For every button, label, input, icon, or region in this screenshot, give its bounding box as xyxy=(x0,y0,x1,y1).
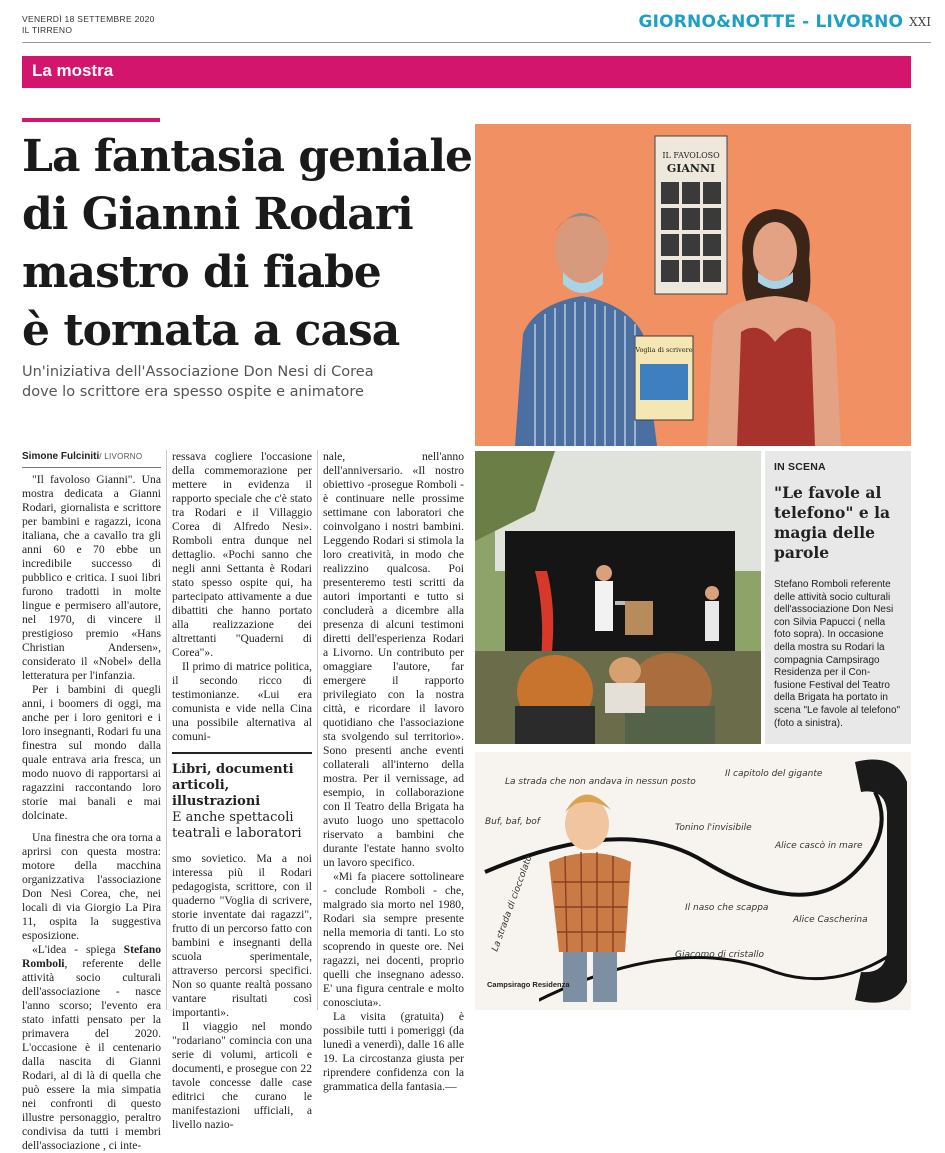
photo-theatre-scene xyxy=(475,451,761,744)
sidebar-text: Stefano Romboli referente delle attività socio culturali dell'associazione Don Nesi con Silvia Papucci ( nella foto sopra). In occasione della mostra su Rodari la compagnia Campsirago Residenza per il Con-fusione Festival del Teatro della Brigata ha portato in scena "Le favole al telefono" (foto a sinistra). xyxy=(774,579,901,729)
masthead-right xyxy=(638,12,931,32)
person-name: Stefano xyxy=(123,943,161,956)
paragraph: La visita (gratuita) è possibile tutti i pomeriggi (da lunedì a venerdì), dalle 16 alle 19. La circostanza giusta per riprendere confidenza con la grammatica della fantasia.— xyxy=(323,1010,464,1093)
side-headline xyxy=(172,752,312,842)
illustration-favole-telefono xyxy=(475,752,911,1010)
newspaper-name: IL TIRRENO xyxy=(22,25,73,35)
masthead-divider xyxy=(22,42,931,43)
paragraph: nale, nell'anno dell'anniversario. «Il nostro obiettivo -prosegue Romboli - è continuare nelle prossime settimane con laboratori che coinvolgano i nostri bambini. Leggendo Rodari si stimola la loro creatività, in modo che realizzino qualcosa. Poi presenteremo testi scritti da autori importanti e tutto si concluderà a dicembre alla presenza di alcuni testimoni diretti dell'esperienza Rodari a Livorno. Un contributo per omaggiare l'autore, far emergere il rapporto privilegiato con la nostra città, e ricordare il lavoro quotidiano che l'associazione sta svolgendo sul territorio». Sono presenti anche eventi collaterali all'interno della mostra. Per il vernissage, ad esempio, in collaborazione con Il Teatro della Brigata ha avuto luogo uno spettacolo riservato a bambini che durante l'estate hanno svolto un lavoro specifico. xyxy=(323,450,464,869)
scribble: Giacomo di cristallo xyxy=(675,950,765,960)
sidebar-title: "Le favole al telefono" e la magia delle parole xyxy=(774,483,891,562)
article-column-1 xyxy=(22,450,161,1153)
headline xyxy=(22,128,473,360)
side-headline-normal: E anche spettacoli teatrali e laboratori xyxy=(172,810,302,841)
illustration-drawing xyxy=(475,752,911,1010)
poster-title-name: GIANNI xyxy=(666,162,716,175)
paragraph: Per i bambini di quegli anni, i boomers di oggi, ma anche per i loro genitori e i loro insegnanti, Rodari fu una finestra sul mondo dalla quale entrava aria fresca, un modo nuovo di rapportarsi ai ragazzini raccontando loro storie mai banali e mai dolcinate. xyxy=(22,683,161,822)
poster-title: IL FAVOLOSO xyxy=(662,151,720,160)
scribble: Tonino l'invisibile xyxy=(675,823,752,833)
paragraph: ressava cogliere l'occasione della commemorazione per mettere in evidenza il rapporto speciale che c'è stato tra Rodari e il Villaggio Corea di Alfredo Nesi». Romboli entra dunque nel dettaglio. «Pochi sanno che negli anni Settanta è Rodari stato spesso ospite qui, ha partecipato attivamente a due dibattiti che hanno portato alla realizzazione dei altrettanti "Quaderni di Corea"». xyxy=(172,450,312,659)
issue-date: VENERDÌ 18 SETTEMBRE 2020 xyxy=(22,14,155,24)
subheadline xyxy=(22,362,472,402)
headline-line: La fantasia geniale xyxy=(22,131,473,182)
subhead-line: dove lo scrittore era spesso ospite e animatore xyxy=(22,384,364,400)
photo-illustration xyxy=(475,451,761,744)
scribble: La strada che non andava in nessun posto xyxy=(505,777,696,787)
scribble: Il naso che scappa xyxy=(685,903,769,913)
photo-credit: Campsirago Residenza xyxy=(487,980,570,989)
headline-line: di Gianni Rodari xyxy=(22,189,413,240)
book-title: Voglia di scrivere xyxy=(635,346,693,354)
scribble: Alice cascò in mare xyxy=(775,841,863,851)
side-headline-bold: Libri, documenti articoli, illustrazioni xyxy=(172,762,294,809)
paragraph: smo sovietico. Ma a noi interessa più il Rodari pedagogista, scrittore, con il quaderno "Voglia di scrivere, storie inventate dai ragazzi", frutto di un percorso fatto con bambini e insegnanti della scuola sperimentale, attraverso percorsi specifici. Non so quante realtà possano vantare risultati così importanti». xyxy=(172,852,312,1019)
section-band-label: La mostra xyxy=(32,61,114,80)
column-divider xyxy=(166,450,167,1010)
photo-illustration xyxy=(475,124,911,446)
subhead-line: Un'iniziativa dell'Associazione Don Nesi di Corea xyxy=(22,364,374,380)
article-column-2 xyxy=(172,450,312,1132)
section-name: GIORNO&NOTTE - LIVORNO xyxy=(638,12,904,32)
byline-author: Simone Fulciniti xyxy=(22,451,100,462)
section-band xyxy=(22,56,911,88)
scribble: Buf, baf, bof xyxy=(485,817,540,827)
headline-line: mastro di fiabe xyxy=(22,247,381,298)
paragraph: Il primo di matrice politica, il secondo ricco di testimonianze. «Lui era comunista e vide nella Cina una possibile alternativa al comuni- xyxy=(172,660,312,743)
paragraph xyxy=(22,943,161,1153)
byline xyxy=(22,450,161,468)
byline-city: / LIVORNO xyxy=(99,452,143,461)
paragraph: Il viaggio nel mondo "rodariano" comincia con una serie di volumi, articoli e documenti, e prosegue con 22 tavole concesse dalle case editrici che curano le manifestazioni ufficiali, a livello nazio- xyxy=(172,1020,312,1131)
photo-romboli-papucci xyxy=(475,124,911,446)
paragraph-segment: , referente delle attività socio culturali dell'associazione - nasce l'anno scorso; l'evento era stato infatti pensato per la primavera del 2020. L'occasione è il centenario dalla nascita di Gianni Rodari, al di là di quella che può essere la mia simpatia nei confronti di questo illustre personaggio, peraltro condivisa da tutti i membri dell'associazione , ci inte- xyxy=(22,957,161,1152)
paragraph-segment: «L'idea - spiega xyxy=(32,943,116,956)
headline-line: è tornata a casa xyxy=(22,305,400,356)
page-number: XXI xyxy=(909,15,931,29)
sidebar-tag: IN SCENA xyxy=(774,461,826,473)
masthead-left xyxy=(22,14,155,36)
scribble: La strada di cioccolato xyxy=(490,854,535,954)
paragraph: Una finestra che ora torna a aprirsi con questa mostra: motore della macchina organizzativa l'associazione Don Nesi Corea, che, nei locali di via Giorgio La Pira 11, ospita la suggestiva esposizione. xyxy=(22,831,161,942)
headline-accent-bar xyxy=(22,118,160,122)
article-column-3 xyxy=(323,450,464,1094)
paragraph: «Mi fa piacere sottolineare - conclude Romboli - che, malgrado sia morto nel 1980, Rodari sia sempre presente nella memoria di tanti. Lo sto scoprendo in queste ore. Nei ragazzi, nei docenti, proprio quelli che insegnano adesso. E' una figura centrale e molto conosciuta». xyxy=(323,870,464,1009)
scribble: Alice Cascherina xyxy=(793,915,868,925)
paragraph: "Il favoloso Gianni". Una mostra dedicata a Gianni Rodari, giornalista e scrittore per bambini e ragazzi, icona italiana, che a cavallo tra gli anni 60 e 70 ebbe un incredibile successo di pubblico e critica. I suoi libri furono tradotti in molte lingue e permisero all'autore, nel 1970, di vincere il prestigioso premio «Hans Christian Andersen», considerato il «Nobel» della letteratura per l'infanzia. xyxy=(22,473,161,682)
person-surname: Romboli xyxy=(22,957,65,970)
column-divider xyxy=(317,450,318,1010)
sidebar-in-scena xyxy=(765,451,911,744)
scribble: Il capitolo del gigante xyxy=(725,769,823,779)
